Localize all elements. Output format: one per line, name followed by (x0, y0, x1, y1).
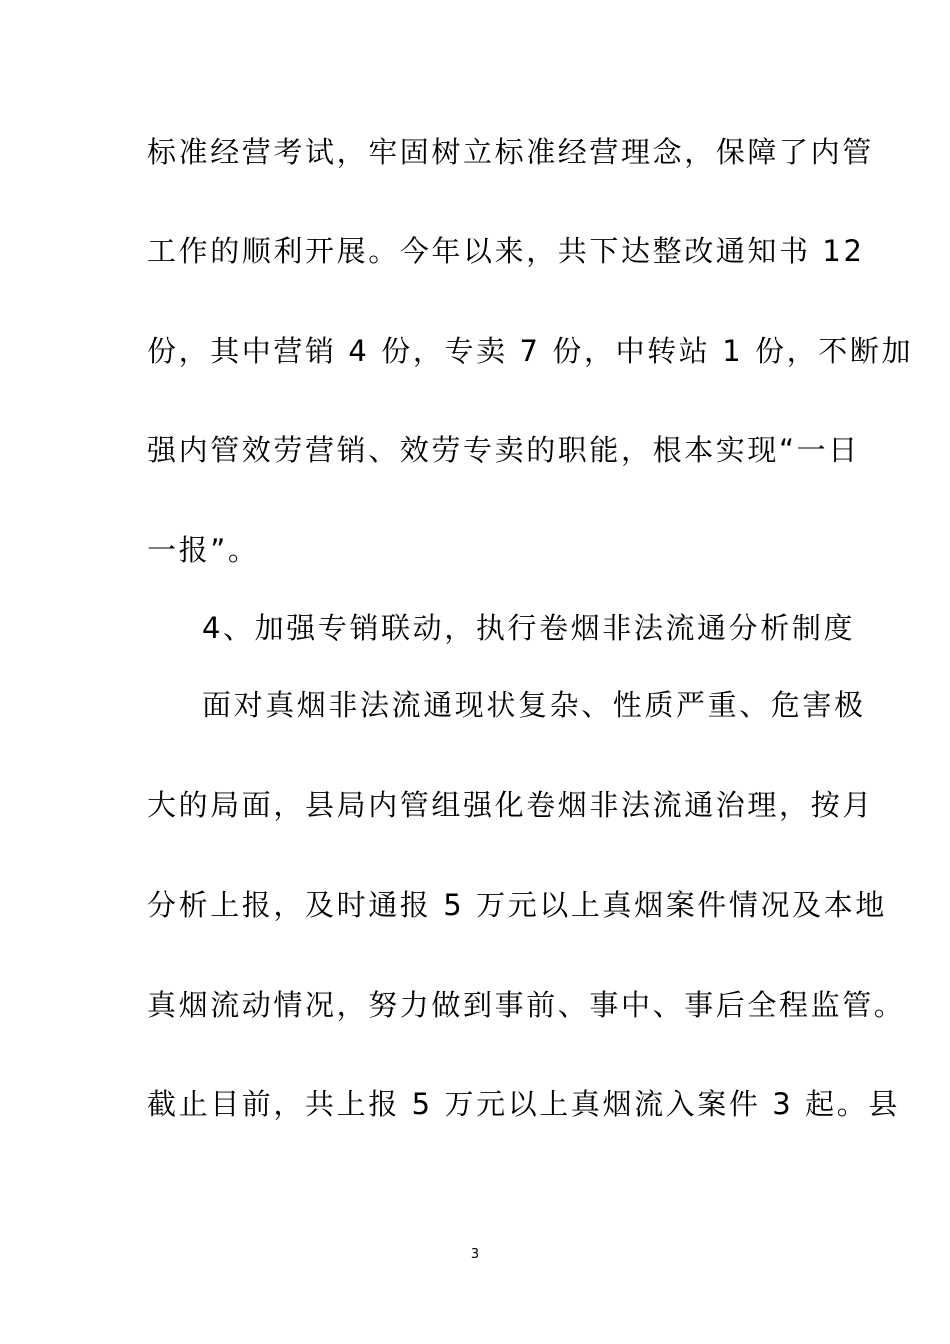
page-number: 3 (470, 1247, 480, 1262)
body-text-line: 强内管效劳营销、效劳专卖的职能，根本实现“一日 (147, 433, 860, 467)
body-text-line: 标准经营考试，牢固树立标准经营理念，保障了内管 (147, 135, 874, 169)
body-text-line: 分析上报，及时通报 5 万元以上真烟案件情况及本地 (147, 888, 887, 922)
section-heading: 4、加强专销联动，执行卷烟非法流通分析制度 (202, 611, 856, 645)
body-text-line: 大的局面，县局内管组强化卷烟非法流通治理，按月 (147, 788, 874, 822)
body-text-line: 份，其中营销 4 份，专卖 7 份，中转站 1 份，不断加 (147, 334, 914, 368)
body-text-line: 工作的顺利开展。今年以来，共下达整改通知书 12 (147, 234, 865, 268)
paragraph-first-line: 面对真烟非法流通现状复杂、性质严重、危害极 (202, 688, 866, 722)
body-text-line: 截止目前，共上报 5 万元以上真烟流入案件 3 起。县 (147, 1087, 900, 1121)
body-text-line: 一报”。 (147, 533, 260, 567)
body-text-line: 真烟流动情况，努力做到事前、事中、事后全程监管。 (147, 988, 906, 1022)
